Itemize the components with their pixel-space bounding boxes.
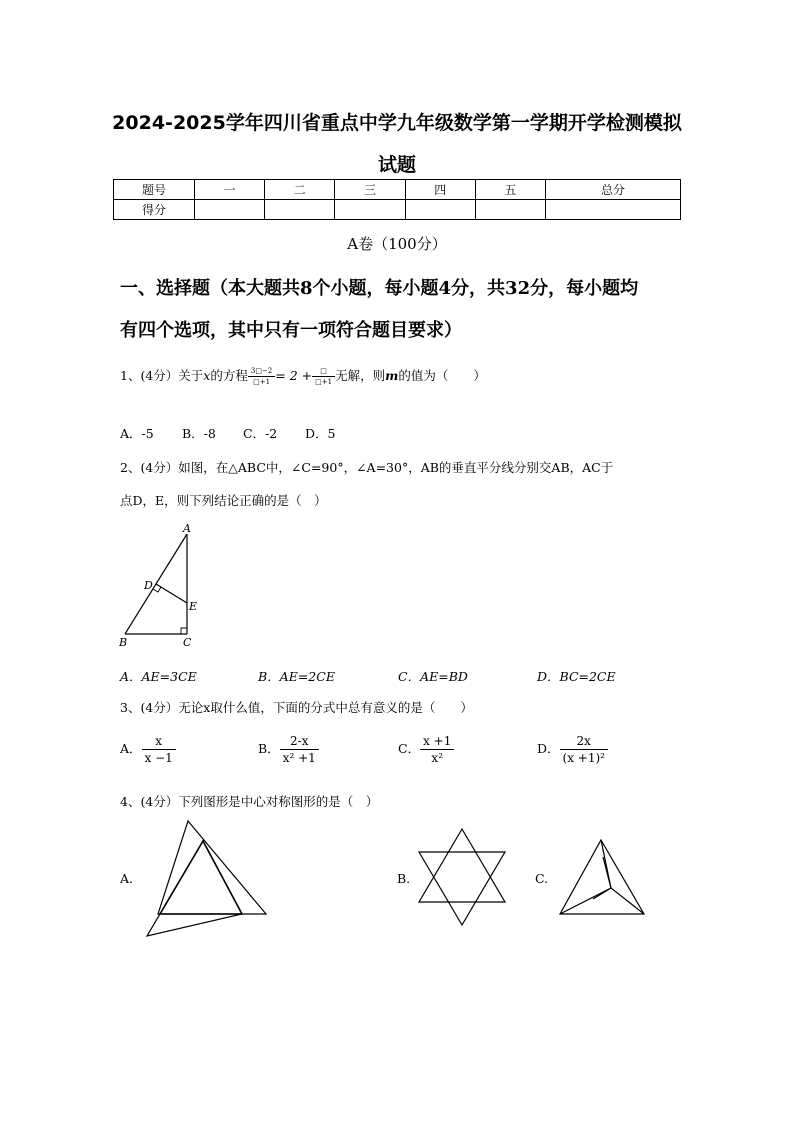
label-c: C <box>183 636 192 649</box>
q3-option-c[interactable]: C． $\frac{x +1}{\text{x²}}$ <box>398 734 454 765</box>
fraction: $\frac{3□-2}{□+1}$ <box>248 367 275 386</box>
table-cell: 三 <box>335 180 405 200</box>
question-3: 3、(4分）无论x取什么值，下面的分式中总有意义的是（ ） <box>120 700 473 715</box>
paper-a-heading: A卷（100分） <box>347 235 447 253</box>
question-4: 4、(4分）下列图形是中心对称图形的是（ ） <box>120 794 379 809</box>
q4-option-c[interactable]: C. <box>535 871 549 886</box>
fraction: $\frac{2-x}{\text{x² +1}}$ <box>280 734 319 765</box>
figure-b-hexagram-icon <box>415 825 515 930</box>
score-input-cell[interactable] <box>546 200 681 220</box>
table-row <box>114 180 681 200</box>
label-d: D <box>144 579 153 592</box>
score-input-cell[interactable] <box>475 200 545 220</box>
table-row <box>114 200 681 220</box>
q2-option-d[interactable]: D．BC=2CE <box>537 669 616 684</box>
score-input-cell[interactable] <box>405 200 475 220</box>
table-cell: 四 <box>405 180 475 200</box>
figure-a-overlapping-triangles-icon <box>140 815 275 940</box>
q2-option-c[interactable]: C．AE=BD <box>398 669 468 684</box>
q1-option-d[interactable]: D．5 <box>305 426 336 441</box>
q4-option-a[interactable]: A. <box>120 871 134 886</box>
fraction: $\frac{□}{□+1}$ <box>312 367 335 386</box>
q3-option-d[interactable]: D． $\frac{2x}{\text{(x +1)²}}$ <box>537 734 608 765</box>
q1-option-b[interactable]: B．-8 <box>182 426 216 441</box>
table-cell: 得分 <box>114 200 195 220</box>
label-e: E <box>189 600 198 613</box>
table-cell: 二 <box>265 180 335 200</box>
page-title-line1: 2024-2025学年四川省重点中学九年级数学第一学期开学检测模拟 <box>112 112 682 134</box>
section-heading-line2: 有四个选项，其中只有一项符合题目要求） <box>120 320 462 341</box>
figure-c-triangle-icon <box>555 835 655 925</box>
q4-option-b[interactable]: B. <box>397 871 411 886</box>
q1-option-c[interactable]: C．-2 <box>243 426 278 441</box>
question-2-line2: 点D，E，则下列结论正确的是（ ） <box>120 493 327 508</box>
triangle-figure <box>115 520 205 650</box>
question-2-line1: 2、(4分）如图，在△ABC中，∠C=90°，∠A=30°，AB的垂直平分线分别交AB，AC于 <box>120 460 614 475</box>
q3-option-b[interactable]: B． $\frac{2-x}{\text{x² +1}}$ <box>258 734 319 765</box>
fraction: $\frac{x}{x -1}$ <box>142 734 176 765</box>
label-b: B <box>119 636 128 649</box>
q2-option-a[interactable]: A．AE=3CE <box>120 669 197 684</box>
table-cell: 题号 <box>114 180 195 200</box>
question-1: 1、(4分）关于x的方程 $\frac{3□-2}{□+1}$ = 2 + $\frac{□}{□+1}$ 无解，则m的值为（ ） <box>120 367 486 386</box>
table-cell: 一 <box>195 180 265 200</box>
table-cell: 总分 <box>546 180 681 200</box>
page-title-line2: 试题 <box>377 154 416 176</box>
fraction: $\frac{2x}{\text{(x +1)²}}$ <box>560 734 608 765</box>
q2-option-b[interactable]: B．AE=2CE <box>258 669 335 684</box>
q1-option-a[interactable]: A．-5 <box>120 426 154 441</box>
q3-option-a[interactable]: A． $\frac{x}{x -1}$ <box>120 734 176 765</box>
score-input-cell[interactable] <box>265 200 335 220</box>
fraction: $\frac{x +1}{\text{x²}}$ <box>420 734 454 765</box>
score-input-cell[interactable] <box>195 200 265 220</box>
score-input-cell[interactable] <box>335 200 405 220</box>
table-cell: 五 <box>475 180 545 200</box>
label-a: A <box>183 522 191 535</box>
score-table <box>113 179 681 220</box>
section-heading-line1: 一、选择题（本大题共8个小题，每小题4分，共32分，每小题均 <box>120 278 639 299</box>
